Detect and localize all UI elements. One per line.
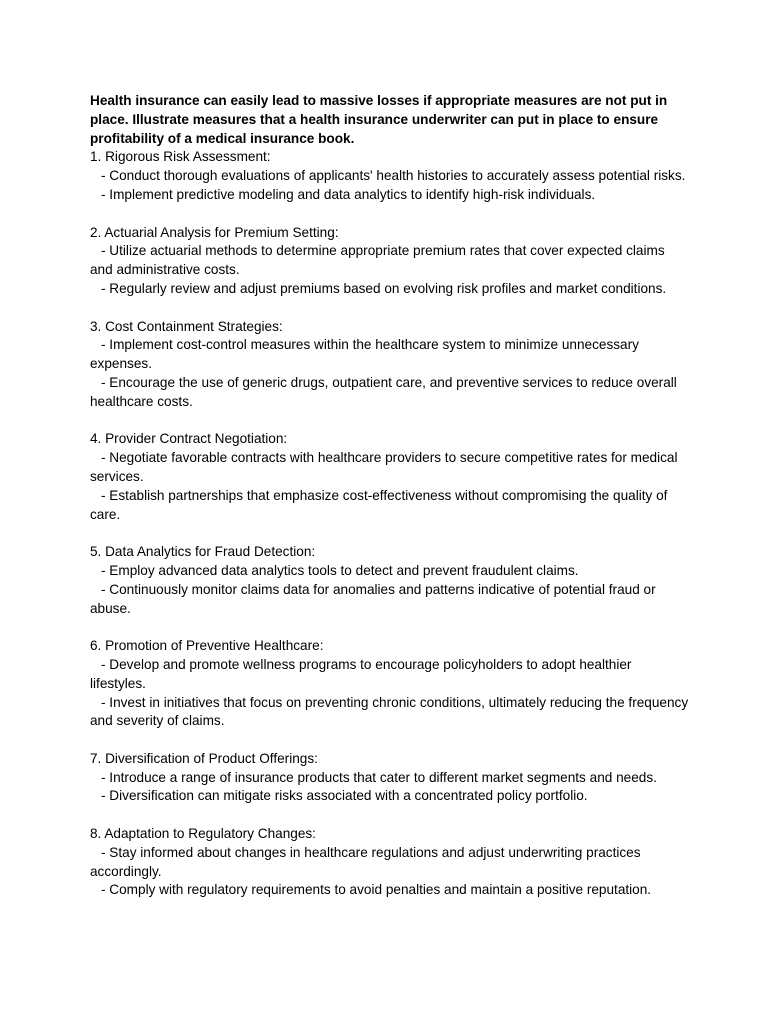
section-5	[90, 543, 690, 618]
bullet-point: - Diversification can mitigate risks associated with a concentrated policy portfolio.	[101, 788, 588, 804]
bullet-point: - Develop and promote wellness programs to encourage policyholders to adopt healthier lifestyles.	[90, 656, 632, 691]
section-6	[90, 637, 690, 731]
section-title: 1. Rigorous Risk Assessment:	[90, 149, 271, 165]
section-4	[90, 430, 690, 524]
bullet-point: - Regularly review and adjust premiums based on evolving risk profiles and market conditions.	[101, 280, 667, 296]
document-page	[90, 92, 690, 919]
bullet-point: - Establish partnerships that emphasize cost-effectiveness without compromising the quality of care.	[90, 487, 668, 522]
question-heading: Health insurance can easily lead to massive losses if appropriate measures are not put in place. Illustrate measures that a health insurance underwriter can put in place to ensure profitability of a medical insurance book.	[90, 93, 668, 146]
section-title: 6. Promotion of Preventive Healthcare:	[90, 638, 324, 654]
bullet-point: - Negotiate favorable contracts with healthcare providers to secure competitive rates for medical services.	[90, 450, 678, 484]
section-title: 8. Adaptation to Regulatory Changes:	[90, 826, 316, 842]
section-2	[90, 224, 690, 299]
bullet-point: - Utilize actuarial methods to determine appropriate premium rates that cover expected claims and administrative costs.	[90, 243, 665, 278]
bullet-point: - Conduct thorough evaluations of applicants' health histories to accurately assess potential risks.	[101, 168, 686, 184]
bullet-point: - Continuously monitor claims data for anomalies and patterns indicative of potential fraud or abuse.	[90, 581, 656, 616]
bullet-point: - Invest in initiatives that focus on preventing chronic conditions, ultimately reducing the frequency and severity of claims.	[90, 694, 689, 729]
bullet-point: - Introduce a range of insurance products that cater to different market segments and needs.	[101, 769, 657, 785]
section-1	[90, 148, 690, 204]
section-7	[90, 750, 690, 806]
bullet-point: - Encourage the use of generic drugs, outpatient care, and preventive services to reduce overall healthcare costs.	[90, 374, 677, 409]
bullet-point: - Implement predictive modeling and data analytics to identify high-risk individuals.	[101, 186, 596, 202]
section-title: 5. Data Analytics for Fraud Detection:	[90, 544, 316, 560]
bullet-point: - Implement cost-control measures within the healthcare system to minimize unnecessary expenses.	[90, 337, 639, 372]
section-title: 4. Provider Contract Negotiation:	[90, 431, 288, 447]
section-8	[90, 825, 690, 900]
section-title: 7. Diversification of Product Offerings:	[90, 750, 318, 766]
bullet-point: - Stay informed about changes in healthcare regulations and adjust underwriting practices accordingly.	[90, 844, 641, 879]
section-title: 2. Actuarial Analysis for Premium Setting:	[90, 224, 339, 240]
section-3	[90, 318, 690, 412]
bullet-point: - Comply with regulatory requirements to avoid penalties and maintain a positive reputation.	[101, 882, 652, 898]
bullet-point: - Employ advanced data analytics tools to detect and prevent fraudulent claims.	[101, 562, 579, 578]
section-title: 3. Cost Containment Strategies:	[90, 318, 283, 334]
